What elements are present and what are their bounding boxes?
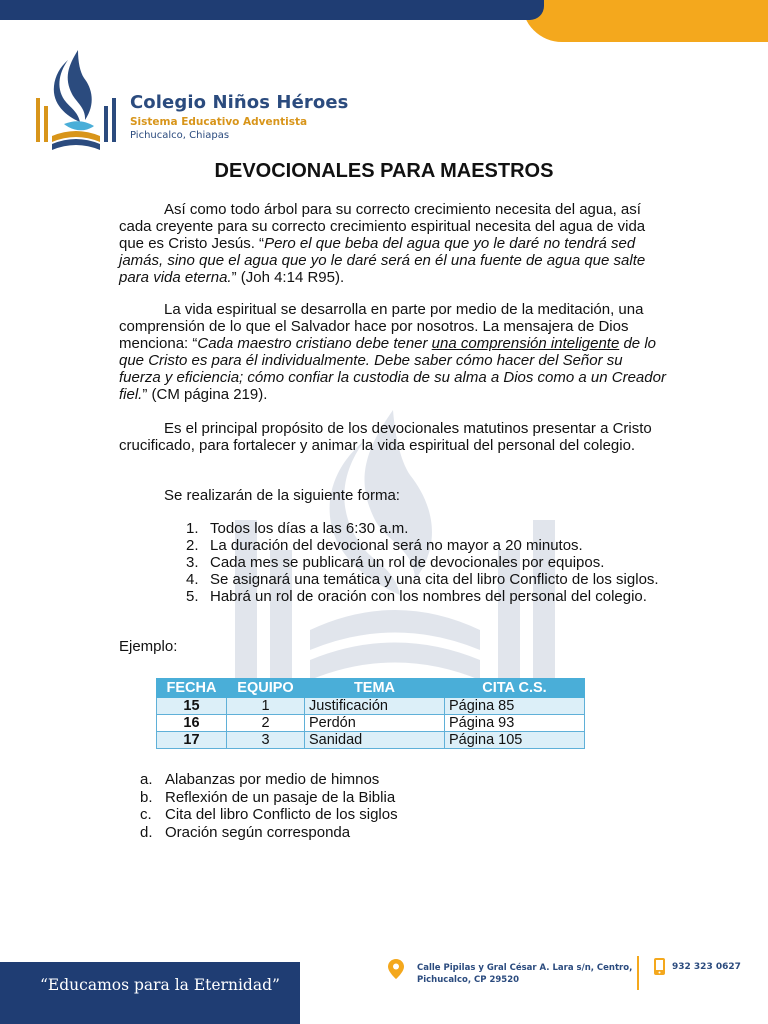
paragraph-2-quote-underlined: una comprensión inteligente <box>431 335 620 352</box>
paragraph-3-text: Es el principal propósito de los devocionales matutinos presentar a Cristo crucificado, para fortalecer y animar la vida espiritual del personal del colegio. <box>119 420 652 454</box>
paragraph-2-ref: ” (CM página 219). <box>142 386 268 403</box>
table-header-fecha: FECHA <box>157 679 227 698</box>
list-number: 3. <box>186 554 199 571</box>
table-cell: Página 93 <box>445 715 585 732</box>
table-cell: Sanidad <box>305 732 445 749</box>
footer-address <box>417 962 632 986</box>
paragraph-2-text: La vida espiritual se desarrolla en parte por medio de la meditación, una comprensión de lo que el Salvador hace por nosotros. La mensajera de Dios menciona: “ <box>119 301 644 352</box>
list-text: Reflexión de un pasaje de la Biblia <box>165 788 396 806</box>
paragraph-1 <box>119 201 667 286</box>
table-header-row <box>157 679 585 698</box>
table-header-cita: CITA C.S. <box>445 679 585 698</box>
list-item <box>140 806 398 824</box>
paragraph-2-quote-a: Cada maestro cristiano debe tener <box>197 335 432 352</box>
brand-name: Colegio Niños Héroes <box>130 92 349 113</box>
lettered-list <box>140 771 398 841</box>
footer-divider <box>637 956 639 990</box>
list-letter: b. <box>140 788 153 806</box>
mobile-phone-icon <box>654 958 665 975</box>
table-row <box>157 715 585 732</box>
header-navy-bar <box>0 0 560 20</box>
list-number: 1. <box>186 520 199 537</box>
paragraph-4 <box>119 487 667 504</box>
list-item <box>140 789 398 807</box>
list-item <box>140 771 398 789</box>
footer-address-line-1: Calle Pipilas y Gral César A. Lara s/n, Centro, <box>417 963 633 973</box>
list-number: 2. <box>186 537 199 554</box>
paragraph-1-quote: Pero el que beba del agua que yo le daré no tendrá sed jamás, sino que el agua que yo le daré será en él una fuente de agua que salte para vida eterna. <box>119 235 646 286</box>
table-cell: 16 <box>157 715 227 732</box>
table-cell: Página 105 <box>445 732 585 749</box>
page-title: DEVOCIONALES PARA MAESTROS <box>214 160 554 182</box>
footer-phone: 932 323 0627 <box>672 962 741 972</box>
footer-address-line-2: Pichucalco, CP 29520 <box>417 975 520 985</box>
list-item <box>186 588 676 605</box>
numbered-list <box>186 520 676 605</box>
brand-subtitle: Sistema Educativo Adventista <box>130 116 308 128</box>
list-text: Todos los días a las 6:30 a.m. <box>210 520 409 537</box>
list-item <box>186 520 676 537</box>
list-text: La duración del devocional será no mayor a 20 minutos. <box>210 537 583 554</box>
list-letter: d. <box>140 823 153 841</box>
footer-slogan: “Educamos para la Eternidad” <box>40 976 280 994</box>
table-cell: Justificación <box>305 698 445 715</box>
list-text: Oración según corresponda <box>165 823 351 841</box>
schedule-table <box>156 678 585 749</box>
paragraph-2 <box>119 301 667 403</box>
table-cell: 15 <box>157 698 227 715</box>
flame-book-logo-icon <box>30 46 122 152</box>
brand-location: Pichucalco, Chiapas <box>130 130 230 141</box>
list-number: 5. <box>186 588 199 605</box>
table-header-tema: TEMA <box>305 679 445 698</box>
location-pin-icon <box>388 959 404 979</box>
example-label: Ejemplo: <box>119 638 178 655</box>
list-item <box>186 554 676 571</box>
brand-block <box>130 92 348 141</box>
list-text: Alabanzas por medio de himnos <box>165 771 380 788</box>
paragraph-1-text: Así como todo árbol para su correcto crecimiento necesita del agua, así cada creyente para su correcto crecimiento espiritual necesita del agua de vida que es Cristo Jesús. “ <box>119 201 646 252</box>
table-row <box>157 732 585 749</box>
list-letter: a. <box>140 771 153 788</box>
list-text: Cada mes se publicará un rol de devocionales por equipos. <box>210 554 605 571</box>
list-text: Cita del libro Conflicto de los siglos <box>165 806 398 823</box>
table-header-equipo: EQUIPO <box>227 679 305 698</box>
header-gold-bar <box>522 0 768 42</box>
table-row <box>157 698 585 715</box>
paragraph-4-text: Se realizarán de la siguiente forma: <box>164 487 400 504</box>
paragraph-2-quote-b: de lo que Cristo es para él individualmente. Debe saber cómo hacer del Señor su fuerza y eficiencia; cómo confiar la custodia de su alma a Dios como a un Creador fiel. <box>119 335 666 403</box>
list-item <box>186 537 676 554</box>
table-cell: 1 <box>227 698 305 715</box>
list-text: Se asignará una temática y una cita del libro Conflicto de los siglos. <box>210 571 659 588</box>
table-cell: 17 <box>157 732 227 749</box>
list-item <box>140 824 398 842</box>
table-cell: Perdón <box>305 715 445 732</box>
table-cell: 3 <box>227 732 305 749</box>
list-number: 4. <box>186 571 199 588</box>
list-letter: c. <box>140 806 152 823</box>
list-text: Habrá un rol de oración con los nombres del personal del colegio. <box>210 588 647 605</box>
paragraph-3 <box>119 420 667 454</box>
list-item <box>186 571 676 588</box>
paragraph-1-ref: ” (Joh 4:14 R95). <box>231 269 345 286</box>
table-cell: Página 85 <box>445 698 585 715</box>
table-cell: 2 <box>227 715 305 732</box>
